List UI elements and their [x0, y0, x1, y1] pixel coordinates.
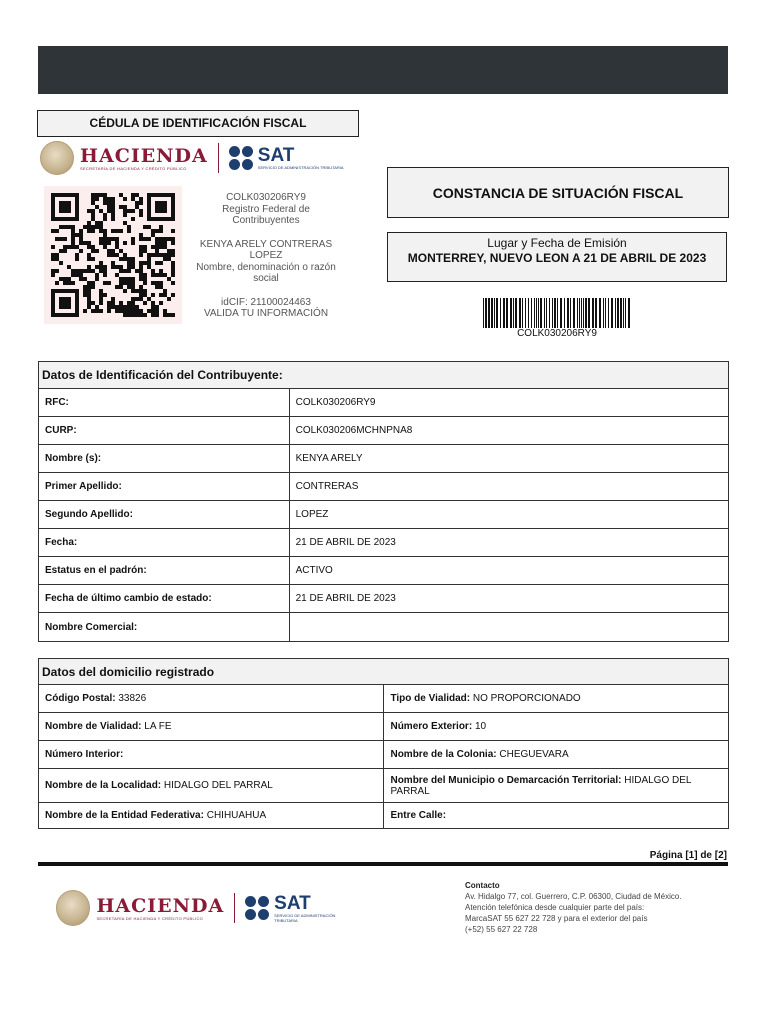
lugar-value: MONTERREY, NUEVO LEON A 21 DE ABRIL DE 2023: [407, 251, 707, 265]
lugar-fecha-box: [387, 232, 727, 282]
identity-name-caption: Nombre, denominación o razón social: [196, 261, 336, 284]
barcode-icon: [483, 298, 631, 328]
row-value: CONTRERAS: [289, 473, 728, 501]
contribuyente-section-title: Datos de Identificación del Contribuyente:: [39, 362, 729, 389]
row-value: COLK030206RY9: [289, 389, 728, 417]
sat-wordmark: SAT: [257, 145, 295, 166]
domicilio-cell: Nombre de Vialidad: LA FE: [39, 713, 384, 741]
lugar-label: Lugar y Fecha de Emisión: [487, 236, 627, 250]
table-row: [39, 769, 729, 803]
logo-divider: [218, 143, 219, 173]
table-row: [39, 445, 729, 473]
domicilio-cell: Número Interior:: [39, 741, 384, 769]
footer-hacienda-sat-logo: [56, 888, 356, 928]
domicilio-table: [38, 658, 729, 829]
contacto-title: Contacto: [465, 881, 500, 890]
table-row: [39, 473, 729, 501]
table-row: [39, 803, 729, 829]
row-label: Fecha de último cambio de estado:: [39, 585, 290, 613]
row-label: CURP:: [39, 417, 290, 445]
contacto-line: MarcaSAT 55 627 22 728 y para el exterior del país: [465, 914, 648, 923]
sat-dots-icon: [245, 896, 269, 920]
valida-link[interactable]: VALIDA TU INFORMACIÓN: [203, 308, 329, 319]
row-label: Fecha:: [39, 529, 290, 557]
identity-summary: [190, 192, 342, 320]
row-label: Primer Apellido:: [39, 473, 290, 501]
domicilio-cell: Tipo de Vialidad: NO PROPORCIONADO: [384, 685, 729, 713]
hacienda-wordmark: HACIENDA: [80, 144, 208, 167]
row-value: 21 DE ABRIL DE 2023: [289, 585, 728, 613]
row-label: RFC:: [39, 389, 290, 417]
sat-subtitle: SERVICIO DE ADMINISTRACIÓN TRIBUTARIA: [257, 165, 344, 170]
domicilio-cell: Número Exterior: 10: [384, 713, 729, 741]
table-row: [39, 585, 729, 613]
sat-subtitle: SERVICIO DE ADMINISTRACIÓN TRIBUTARIA: [274, 912, 336, 923]
row-label: Estatus en el padrón:: [39, 557, 290, 585]
contacto-line: Av. Hidalgo 77, col. Guerrero, C.P. 06300, Ciudad de México.: [465, 892, 682, 901]
contribuyente-table: [38, 361, 729, 642]
table-row: [39, 501, 729, 529]
hacienda-sat-logo: [40, 138, 352, 178]
row-value: KENYA ARELY: [289, 445, 728, 473]
row-label: Segundo Apellido:: [39, 501, 290, 529]
barcode-text: COLK030206RY9: [517, 328, 597, 339]
table-row: [39, 613, 729, 642]
contacto-line: (+52) 55 627 22 728: [465, 925, 538, 934]
contacto-block: [465, 880, 727, 935]
hacienda-subtitle: SECRETARÍA DE HACIENDA Y CRÉDITO PÚBLICO: [96, 915, 204, 921]
table-row: [39, 557, 729, 585]
row-value: 21 DE ABRIL DE 2023: [289, 529, 728, 557]
domicilio-cell: Entre Calle:: [384, 803, 729, 829]
row-value: [289, 613, 728, 642]
page-number: Página [1] de [2]: [649, 850, 727, 861]
footer-divider: [38, 862, 728, 866]
mexico-seal-icon: [56, 890, 90, 926]
row-label: Nombre (s):: [39, 445, 290, 473]
qr-code-icon: [51, 193, 175, 317]
domicilio-cell: Nombre de la Localidad: HIDALGO DEL PARRAL: [39, 769, 384, 803]
sat-wordmark: SAT: [274, 892, 311, 914]
table-row: [39, 417, 729, 445]
domicilio-section-title: Datos del domicilio registrado: [39, 659, 729, 685]
row-value: COLK030206MCHNPNA8: [289, 417, 728, 445]
top-header-bar: [38, 46, 728, 94]
row-label: Nombre Comercial:: [39, 613, 290, 642]
table-row: [39, 741, 729, 769]
table-row: [39, 529, 729, 557]
logo-divider: [234, 893, 235, 923]
mexico-seal-icon: [40, 141, 74, 175]
contacto-line: Atención telefónica desde cualquier parte del país:: [465, 903, 645, 912]
cedula-title: CÉDULA DE IDENTIFICACIÓN FISCAL: [37, 110, 359, 137]
hacienda-subtitle: SECRETARÍA DE HACIENDA Y CRÉDITO PÚBLICO: [80, 165, 187, 171]
sat-dots-icon: [229, 146, 253, 170]
domicilio-cell: Nombre de la Entidad Federativa: CHIHUAHUA: [39, 803, 384, 829]
table-row: [39, 389, 729, 417]
qr-code[interactable]: [44, 186, 182, 324]
identity-idcif: idCIF: 21100024463: [221, 296, 311, 308]
domicilio-cell: Código Postal: 33826: [39, 685, 384, 713]
domicilio-cell: Nombre del Municipio o Demarcación Territorial: HIDALGO DEL PARRAL: [384, 769, 729, 803]
table-row: [39, 713, 729, 741]
domicilio-cell: Nombre de la Colonia: CHEGUEVARA: [384, 741, 729, 769]
identity-name: KENYA ARELY CONTRERAS LOPEZ: [199, 238, 333, 261]
table-row: [39, 685, 729, 713]
identity-rfc: COLK030206RY9: [226, 192, 306, 203]
row-value: LOPEZ: [289, 501, 728, 529]
row-value: ACTIVO: [289, 557, 728, 585]
hacienda-wordmark: HACIENDA: [96, 894, 225, 917]
constancia-title: CONSTANCIA DE SITUACIÓN FISCAL: [387, 167, 729, 218]
identity-rfc-caption: Registro Federal de Contribuyentes: [222, 203, 310, 226]
